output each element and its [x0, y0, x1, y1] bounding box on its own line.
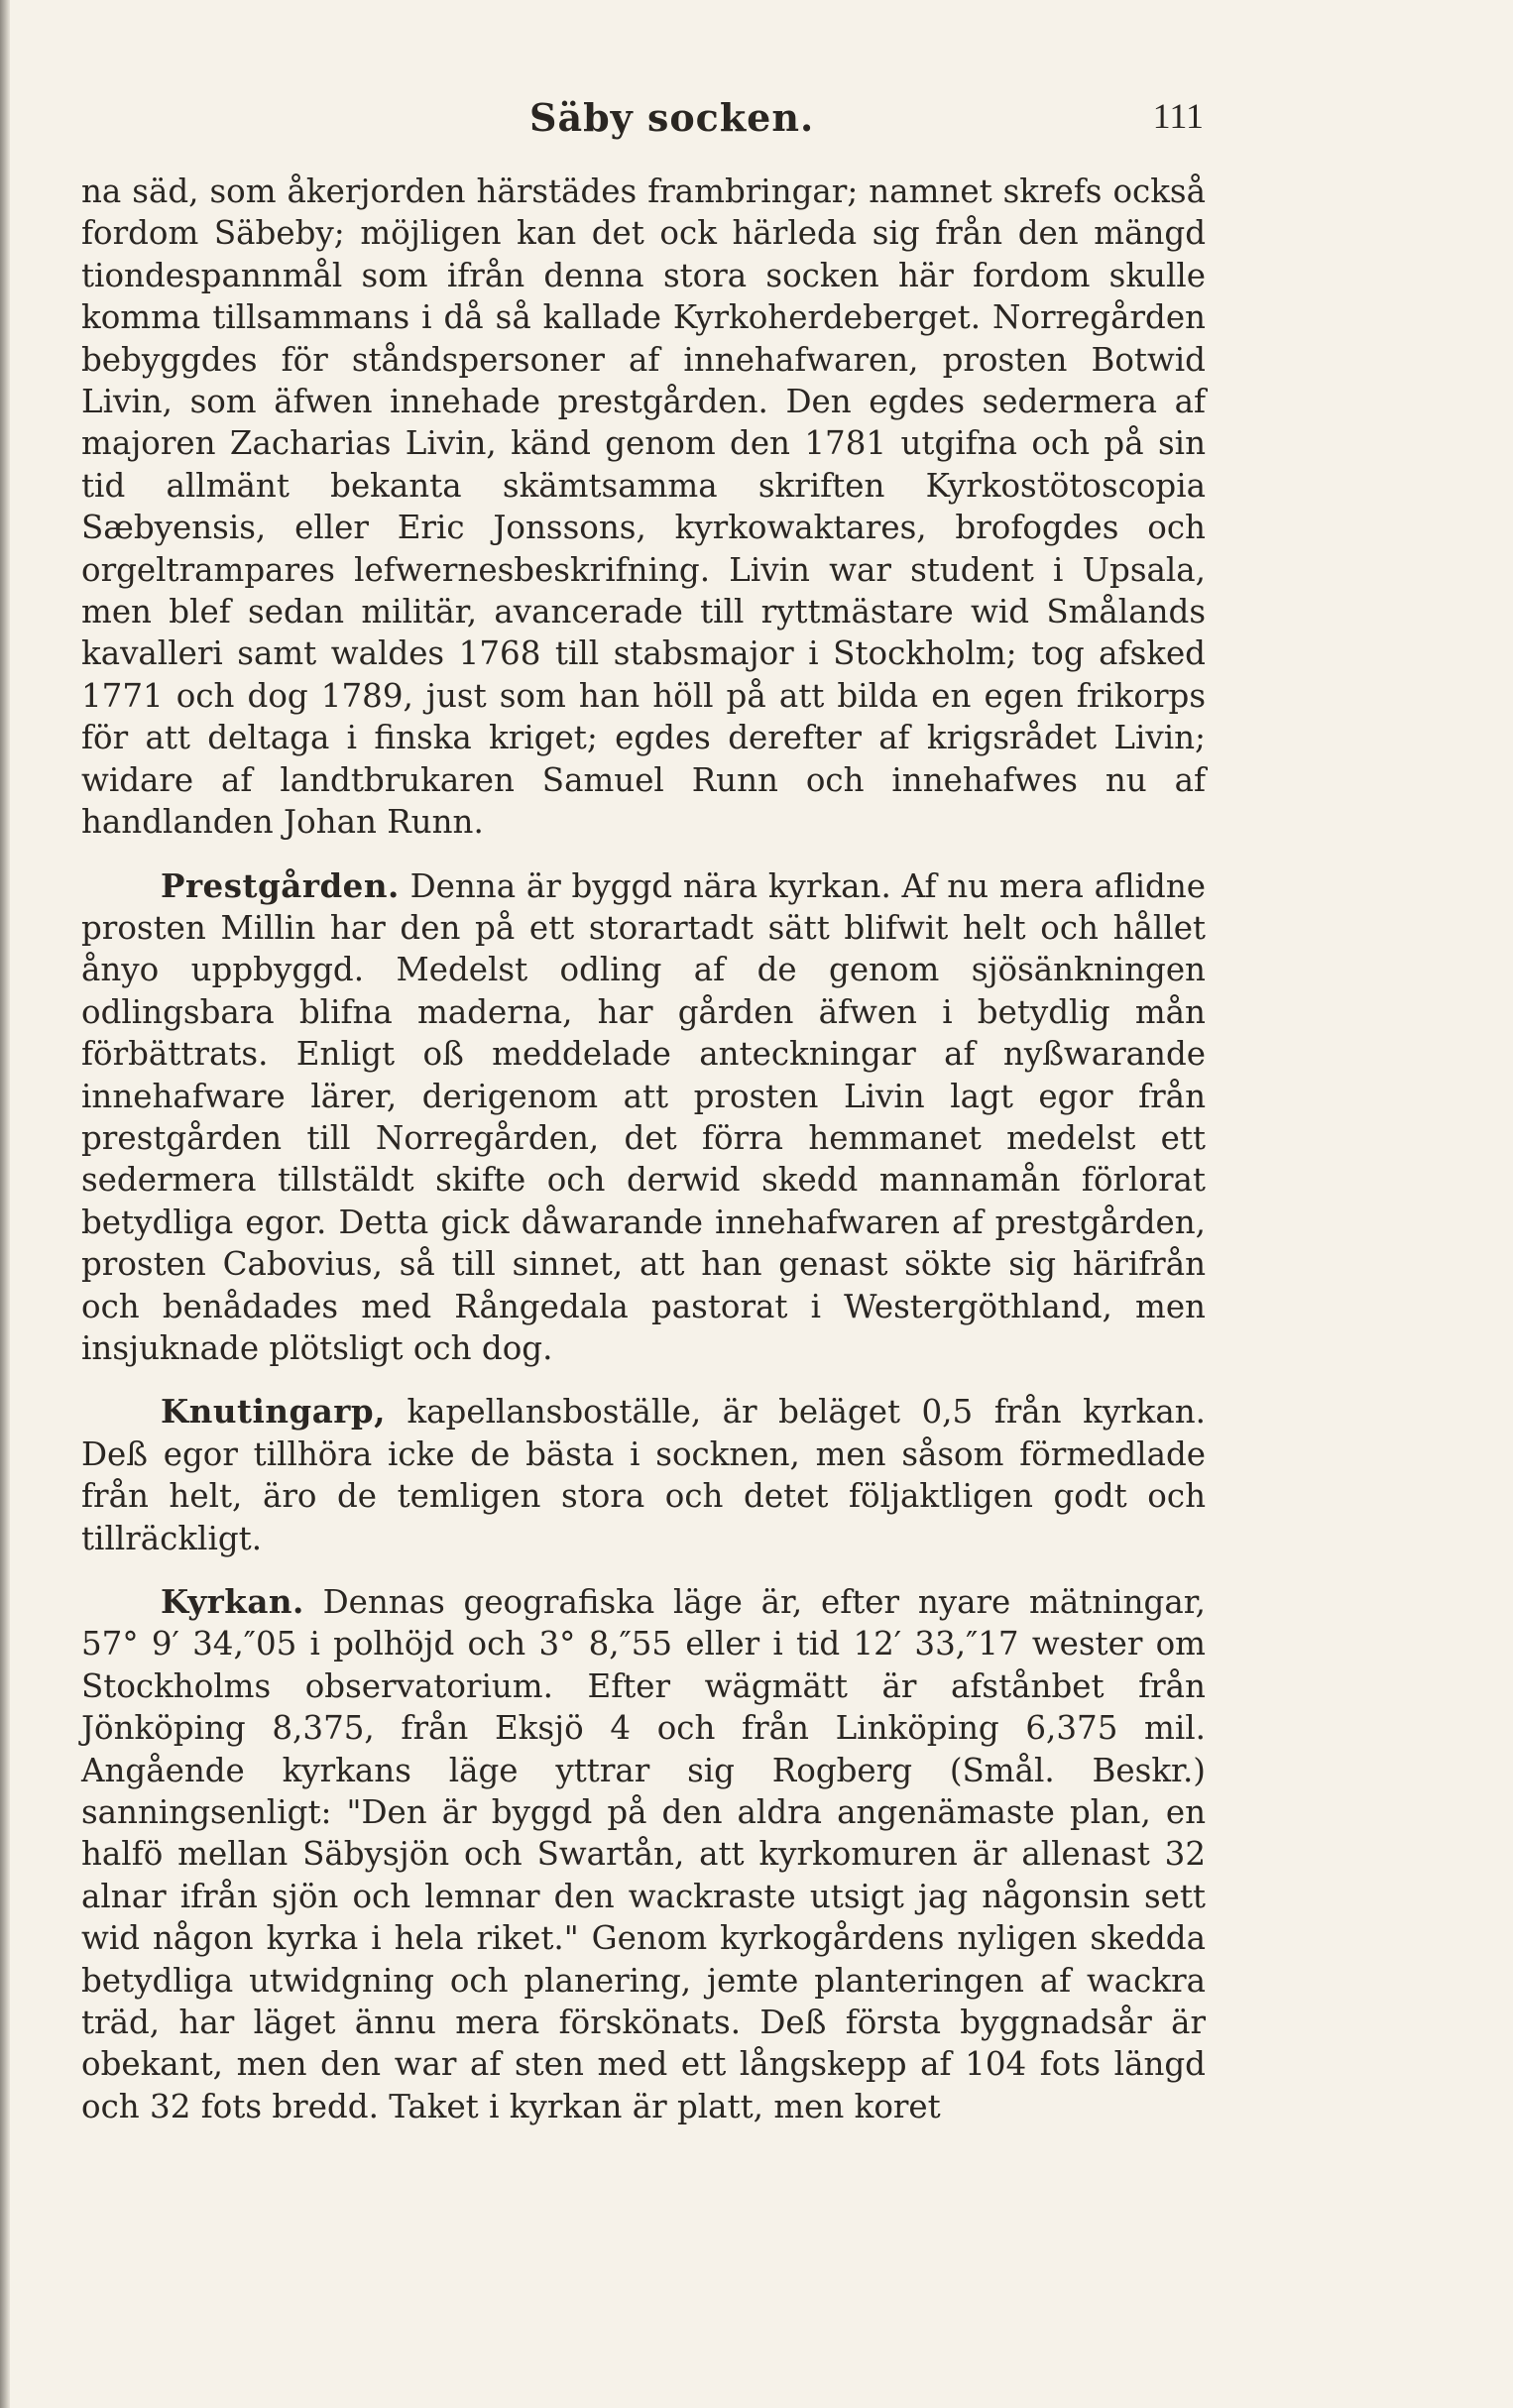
- paragraph-knutingarp: [81, 1391, 1206, 1559]
- page-number: 111: [1152, 96, 1204, 136]
- running-head: Säby socken.: [529, 95, 815, 140]
- paragraph-text: Denna är byggd nära kyrkan. Af nu mera aflidne prosten Millin har den på ett storartadt sätt blifwit helt och hållet ånyo uppbyggd. Medelst odling af de genom sjösänkningen odlingsbara blifna maderna, har gården äfwen i betydlig mån förbättrats. Enligt oß meddelade anteckningar af nyßwarande innehafware lärer, derigenom att prosten Livin lagt egor från prestgården till Norregården, det förra hemmanet medelst ett sedermera tillstäldt skifte och derwid skedd mannamån förlorat betydliga egor. Detta gick dåwarande innehafwaren af prestgården, prosten Cabovius, så till sinnet, att han genast sökte sig härifrån och benådades med Rångedala pastorat i Westergöthland, men insjuknade plötsligt och dog.: [81, 866, 1206, 1367]
- paragraph-norregarden: [81, 171, 1206, 844]
- page-header: [83, 95, 1204, 145]
- paragraph-text: kapellansboställe, är beläget 0,5 från kyrkan. Deß egor tillhöra icke de bästa i socknen, men såsom förmedlade från helt, äro de temligen stora och detet följaktligen godt och tillräckligt.: [81, 1393, 1206, 1557]
- paragraph-kyrkan: [81, 1581, 1206, 2127]
- page-binding-shadow: [0, 0, 10, 2408]
- section-heading: Prestgården.: [161, 865, 400, 905]
- paragraph-text: na säd, som åkerjorden härstädes frambringar; namnet skrefs också fordom Säbeby; möjligen kan det ock härleda sig från den mängd tiondespannmål som ifrån denna stora socken här fordom skulle komma tillsammans i då så kallade Kyrkoherdeberget. Norregården bebyggdes för ståndspersoner af innehafwaren, prosten Botwid Livin, som äfwen innehade prestgården. Den egdes sedermera af majoren Zacharias Livin, känd genom den 1781 utgifna och på sin tid allmänt bekanta skämtsamma skriften Kyrkostötoscopia Sæbyensis, eller Eric Jonssons, kyrkowaktares, brofogdes och orgeltrampares lefwernesbeskrifning. Livin war student i Upsala, men blef sedan militär, avancerade till ryttmästare wid Smålands kavalleri samt waldes 1768 till stabsmajor i Stockholm; tog afsked 1771 och dog 1789, just som han höll på att bilda en egen frikorps för att deltaga i finska kriget; egdes derefter af krigsrådet Livin; widare af landtbrukaren Samuel Runn och innehafwes nu af handlanden Johan Runn.: [81, 172, 1206, 842]
- section-heading: Knutingarp,: [161, 1392, 386, 1432]
- body-text: [81, 171, 1206, 2127]
- section-heading: Kyrkan.: [161, 1582, 304, 1621]
- paragraph-text: Dennas geografiska läge är, efter nyare mätningar, 57° 9′ 34,″05 i polhöjd och 3° 8,″55 eller i tid 12′ 33,″17 wester om Stockholms observatorium. Efter wägmätt är afstånbet från Jönköping 8,375, från Eksjö 4 och från Linköping 6,375 mil. Angående kyrkans läge yttrar sig Rogberg (Smål. Beskr.) sanningsenligt: "Den är byggd på den aldra angenämaste plan, en halfö mellan Säbysjön och Swartån, att kyrkomuren är allenast 32 alnar ifrån sjön och lemnar den wackraste utsigt jag någonsin sett wid någon kyrka i hela riket." Genom kyrkogårdens nyligen skedda betydliga utwidgning och planering, jemte planteringen af wackra träd, har läget ännu mera förskönats. Deß första byggnadsår är obekant, men den war af sten med ett långskepp af 104 fots längd och 32 fots bredd. Taket i kyrkan är platt, men koret: [81, 1583, 1206, 2125]
- paragraph-prestgarden: [81, 865, 1206, 1370]
